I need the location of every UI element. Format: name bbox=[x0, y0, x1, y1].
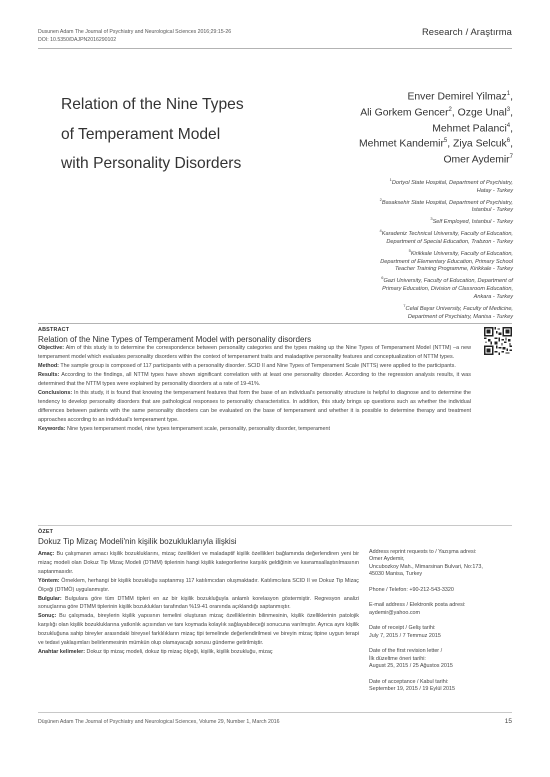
author-line: Ali Gorkem Gencer$^2$, Ozge Unal$^3$, bbox=[360, 106, 513, 119]
author-affiliation-number: 6 bbox=[506, 138, 511, 145]
date-revision: Date of the first revision letter / İlk düzeltme öneri tarihi: August 25, 2015 / 25 Ağustos 2015 bbox=[369, 648, 453, 670]
title-line: of Temperament Model bbox=[61, 125, 221, 143]
phone: Phone / Telefon: +90-212-543-3320 bbox=[369, 586, 454, 593]
author-name: Ziya Selcuk bbox=[453, 138, 507, 150]
author-name: Ali Gorkem Gencer bbox=[360, 107, 449, 119]
author-name: Mehmet Palanci bbox=[432, 123, 507, 134]
section-label: Research / Araştırma bbox=[421, 26, 512, 37]
footer-citation: Düşünen Adam The Journal of Psychiatry and Neurological Sciences, Volume 29, Number 1, March 2016 bbox=[38, 719, 280, 725]
journal-citation: Dusunen Adam The Journal of Psychiatry and Neurological Sciences 2016;29:15-26 bbox=[38, 29, 232, 35]
abstract-body bbox=[38, 344, 471, 434]
ozet-paragraph: Yöntem: Örneklem, herhangi bir kişilik bozukluğu saptanmış 117 katılımcıdan oluşmaktadır. Katılımcılara SCID II ve Dokuz Tip Mizaç Ölçeği (DTMÖ) uygulanmıştır. bbox=[38, 577, 359, 593]
ozet-paragraph: Sonuç: Bu çalışmada, bireylerin kişilik yapısının temelini oluşturan mizaç özelliklerinin bilinmesinin, kişilik özelliklerinin patolojik karşılığı olan kişilik bozukluklarına yatkınlık açısından ve tanı koymada kolaylık sağlayabileceği sonucuna varılmıştır. Ayrıca aynı kişilik bozukluğuna sahip bireyler arasındaki bireysel farklılıkların mizaç tipi temelinde değerlendirilmesi ve bireyin mizaç tipine uygun terapi ve tedavi yaklaşımları belirlenmesinin mümkün olup olamayacağı sorusu gündeme getirilmiştir. bbox=[38, 613, 359, 647]
author-affiliation-number: 3 bbox=[506, 106, 511, 113]
ozet-paragraph: Bulgular: Bulgulara göre tüm DTMM tipleri en az bir kişilik bozukluğuyla anlamlı korelasyon göstermiştir. Regresyon analizi sonuçlarına göre DTMM tiplerinin kişilik bozuklukları tarafından %19-41 oranında açıklandığı saptanmıştır. bbox=[38, 595, 359, 611]
doi: DOI: 10.5350/DAJPN2016290102 bbox=[38, 37, 117, 43]
qr-code-icon bbox=[484, 327, 512, 355]
author-line: Enver Demirel Yilmaz$^1$, bbox=[407, 91, 513, 103]
header-divider bbox=[38, 48, 512, 49]
affiliation-list bbox=[283, 176, 513, 322]
abstract-paragraph: Conclusions: In this study, it is found that knowing the temperament features that form the base of an individual's personality structure is helpful to diagnose and to determine the tendency to develop personality disorders that are pathological responses to personality characteristics. In addition, this study brings up questions such as whether the individual differences between patients with the same personality disorders can be evaluated on the base of temperament and whether it is possible to determine therapy and treatment approaches according to an individual's temperament type. bbox=[38, 389, 471, 423]
affiliation: $^7$Celal Bayar University, Faculty of Medicine, Department of Psychiatry, Manisa - Turkey bbox=[403, 302, 513, 320]
page-number: 15 bbox=[504, 718, 512, 725]
email: E-mail address / Elektronik posta adresi: aydemir@yahoo.com bbox=[369, 602, 466, 616]
section-divider bbox=[38, 525, 512, 526]
author-affiliation-number: 5 bbox=[443, 138, 448, 145]
footer-divider bbox=[38, 712, 512, 713]
ozet-keywords: Anahtar kelimeler: Dokuz tip mizaç modeli, dokuz tip mizaç ölçeği, kişilik, kişilik bozukluğu, mizaç bbox=[38, 648, 273, 655]
abstract-paragraph: Results: According to the findings, all NTTM types have shown significant correlation with at least one personality disorder. According to the regression analysis results, it was determined that the NTTM types were explained by personality disorders at a rate of 19-41%. bbox=[38, 371, 471, 387]
affiliation: $^1$Dortyol State Hospital, Department of Psychiatry, Hatay - Turkey bbox=[389, 177, 513, 194]
author-list bbox=[253, 88, 513, 167]
abstract-heading: ABSTRACT bbox=[38, 327, 70, 333]
author-name: Mehmet Kandemir bbox=[359, 138, 444, 150]
abstract-paragraph: Objective: Aim of this study is to determine the correspondence between personality categories and the types making up the Nine Types of Temperament Model (NTTM) –a new temperament model which evaluates personality disorders within the context of temperament traits and maladaptive personality features and conceptualization of NTTM types. bbox=[38, 345, 471, 360]
author-line: Mehmet Kandemir$^5$, Ziya Selcuk$^6$, bbox=[359, 138, 513, 150]
affiliation: $^6$Gazi University, Faculty of Education, Department of Primary Education, Division of Classroom Education, Ankara - Turkey bbox=[381, 275, 513, 301]
author-name: Enver Demirel Yilmaz bbox=[407, 91, 507, 103]
author-affiliation-number: 2 bbox=[448, 106, 452, 113]
ozet-body bbox=[38, 550, 359, 657]
section-divider bbox=[38, 323, 512, 324]
author-line: Mehmet Palanci$^4$, bbox=[432, 122, 513, 134]
title-line: Relation of the Nine Types bbox=[61, 96, 244, 113]
date-acceptance: Date of acceptance / Kabul tarihi: September 19, 2015 / 19 Eylül 2015 bbox=[369, 678, 456, 693]
author-line bbox=[253, 151, 513, 167]
ozet-title: Dokuz Tip Mizaç Modeli'nin kişilik bozukluklarıyla ilişkisi bbox=[38, 537, 237, 546]
abstract-keywords: Keywords: Nine types temperament model, nine types temperament scale, personality, personality disorder, temperament bbox=[38, 425, 331, 432]
title-line: with Personality Disorders bbox=[61, 155, 242, 172]
ozet-paragraph: Amaç: Bu çalışmanın amacı kişilik bozukluklarını, mizaç özellikleri ve maladaptif kişilik özellikleri bağlamında değerlendiren yeni bir mizaç modeli olan Dokuz Tip Mizaç Modeli (DTMM) tiplerinin hangi kişilik kategorilerine karşılık geldiğinin ve kavramsallaştırılmasının saptanmasıdır. bbox=[38, 551, 359, 575]
correspondence-sidebar bbox=[369, 549, 514, 702]
author-name: Ozge Unal bbox=[457, 107, 507, 119]
affiliation: $^4$Karadeniz Technical University, Faculty of Education, Department of Special Education, Trabzon - Turkey bbox=[379, 228, 513, 245]
affiliation: $^5$Kirikkale University, Faculty of Education, Department of Elementary Education, Primary School Teacher Training Programme, Kirikkale - Turkey bbox=[380, 247, 513, 273]
date-receipt: Date of receipt / Geliş tarihi: July 7, 2015 / 7 Temmuz 2015 bbox=[369, 625, 441, 639]
reprint-address: Address reprint requests to / Yazışma adresi: Omer Aydemir, Uncubozkoy Mah., Mimarsinan Bulvari, No:173, 45030 Manisa, Turkey bbox=[369, 549, 483, 578]
author-name: Omer Aydemir bbox=[443, 154, 510, 166]
author-affiliation-number: 7 bbox=[509, 154, 513, 161]
affiliation: $^2$Basaksehir State Hospital, Department of Psychiatry, Istanbul - Turkey bbox=[379, 196, 513, 214]
author-affiliation-number: 1 bbox=[506, 91, 511, 97]
author-affiliation-number: 4 bbox=[506, 122, 511, 129]
ozet-heading: ÖZET bbox=[38, 529, 54, 535]
affiliation: $^3$Self Employed, Istanbul - Turkey bbox=[430, 216, 513, 226]
abstract-paragraph: Method: The sample group is composed of 117 participants with a personality disorder. SCID II and Nine Types of Temperament Scale (NTTS) were applied to the participants. bbox=[38, 362, 456, 369]
abstract-title: Relation of the Nine Types of Temperament Model with personality disorders bbox=[38, 335, 312, 344]
